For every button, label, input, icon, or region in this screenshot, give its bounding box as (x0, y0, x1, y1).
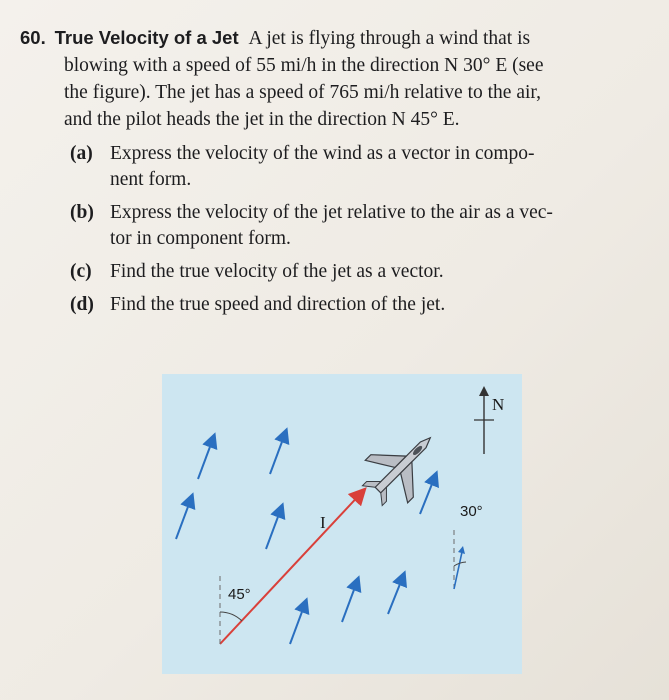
wind-direction-line (454, 552, 462, 589)
wind-direction-arrow-icon (458, 546, 465, 554)
wind-arrow-icon (176, 496, 192, 539)
problem (20, 24, 650, 325)
wind-arrow-icon (420, 474, 436, 514)
part-c (20, 259, 650, 285)
part-c-line-1: Find the true velocity of the jet as a vector. (110, 261, 444, 282)
part-a (20, 141, 650, 193)
north-label: N (492, 395, 505, 414)
part-d (20, 292, 650, 318)
figure-svg (162, 374, 522, 674)
statement-line-1: A jet is flying through a wind that is (248, 28, 531, 49)
wind-arrow-icon (342, 579, 358, 622)
part-b-line-1: Express the velocity of the jet relative to the air as a vec- (110, 202, 553, 223)
wind-arrow-icon (290, 601, 306, 644)
part-b (20, 200, 650, 252)
statement-line-4: and the pilot heads the jet in the direction N 45° E. (64, 109, 460, 130)
statement-line-3: the figure). The jet has a speed of 765 mi/h relative to the air, (64, 82, 541, 103)
problem-header (20, 24, 650, 52)
question-parts (20, 141, 650, 318)
statement-line-2: blowing with a speed of 55 mi/h in the direction N 30° E (see (64, 55, 544, 76)
jet-wind-figure (162, 374, 522, 674)
problem-title: True Velocity of a Jet (54, 27, 239, 48)
jet-icon (351, 417, 451, 517)
wind-arrow-icon (270, 431, 286, 474)
wind-arrow-icon (198, 436, 214, 479)
north-arrow-icon (479, 386, 489, 396)
wind-arrow-icon (388, 574, 404, 614)
part-b-line-2: tor in component form. (110, 228, 291, 249)
jet-angle-arc (220, 612, 242, 621)
wind-vector-label: I (320, 513, 326, 532)
wind-arrow-icon (266, 506, 282, 549)
part-d-line-1: Find the true speed and direction of the jet. (110, 294, 446, 315)
part-a-line-2: nent form. (110, 169, 192, 190)
jet-angle-label: 45° (228, 586, 251, 603)
part-c-label: (c) (70, 261, 92, 282)
wind-angle-label: 30° (460, 503, 483, 520)
part-d-label: (d) (70, 294, 94, 315)
part-a-label: (a) (70, 143, 93, 164)
part-b-label: (b) (70, 202, 94, 223)
part-a-line-1: Express the velocity of the wind as a vector in compo- (110, 143, 535, 164)
problem-number: 60. (20, 27, 46, 48)
